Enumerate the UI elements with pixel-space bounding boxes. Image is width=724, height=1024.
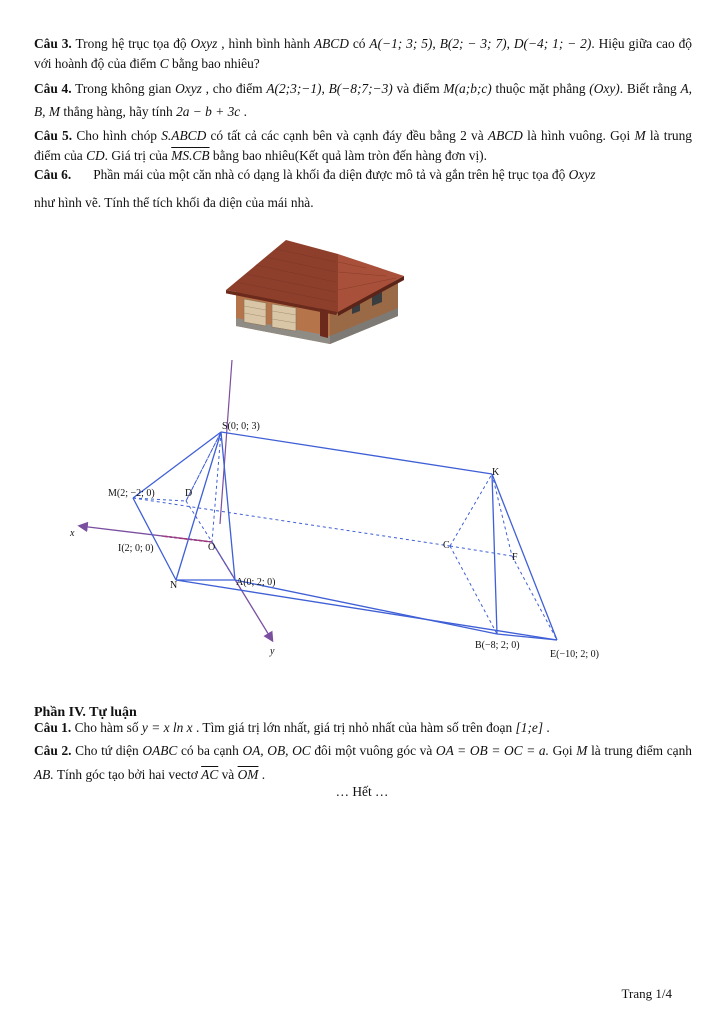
q6-text: Phần mái của một căn nhà có dạng là khối đa diện được mô tả và gắn trên hệ trục tọa độ (93, 167, 569, 182)
garage-door-1 (244, 299, 266, 326)
roof-coordinate-figure (62, 356, 622, 664)
essay-q2-vector-om: $\overline{OM}$ (237, 767, 259, 782)
question-5-label: Câu 5. (34, 128, 73, 143)
q3-text: Trong hệ trục tọa độ (71, 36, 191, 51)
essay-q2-text5: là trung điểm cạnh (587, 743, 692, 758)
q3-text3: có (348, 36, 370, 51)
question-3-label: Câu 3. (34, 36, 72, 51)
q4-sys: Oxyz (175, 81, 202, 96)
label-b: B(−8; 2; 0) (475, 640, 520, 651)
q4-point-a: A(2;3;−1) (266, 81, 322, 96)
q3-abcd: ABCD (313, 36, 349, 51)
q4-text6: thẳng hàng, hãy tính (60, 104, 177, 119)
essay-q2-vector-ac: $\overline{AC}$ (201, 767, 219, 782)
essay-q1-interval: [1;e] (515, 720, 544, 735)
q4-point-b: B(−8;7;−3) (328, 81, 393, 96)
q5-dot-product: MS.CB (171, 148, 210, 163)
label-k: K (492, 467, 500, 478)
label-c: C (443, 540, 450, 551)
question-3: Câu 3. Trong hệ trục tọa độ Oxyz , hình bình hành ABCD có A(−1; 3; 5), B(2; − 3; 7), D(−4; 1; − 2). Hiệu giữa cao độ với hoành độ của điểm C bằng bao nhiêu? (34, 36, 692, 71)
q3-text4: . Hiệu giữa cao độ với hoành độ của điểm (34, 36, 692, 71)
solid-edges (133, 432, 557, 640)
essay-q2-text8: . (258, 767, 266, 782)
label-o: O (208, 542, 216, 553)
q3-text5: bằng bao nhiêu? (168, 56, 260, 71)
q6-sys: Oxyz (568, 167, 596, 182)
essay-q2-label: Câu 2. (34, 743, 72, 758)
label-x-axis: x (70, 528, 75, 539)
q4-text2: , cho điểm (201, 81, 267, 96)
question-6-label: Câu 6. (34, 167, 72, 182)
label-f: F (512, 552, 518, 563)
essay-q2-text4: Gọi (548, 743, 577, 758)
label-a: A(0; 2; 0) (236, 577, 276, 588)
part-4-title: Phần IV. Tự luận (34, 705, 137, 720)
label-y-axis: y (270, 646, 275, 657)
q5-text3: là hình vuông. Gọi (522, 128, 635, 143)
q5-text6: bằng bao nhiêu(Kết quả làm tròn đến hàng đơn vị). (209, 148, 487, 163)
q3-point-c: C (159, 56, 169, 71)
q4-point-m: M(a;b;c) (443, 81, 492, 96)
q4-text3: và điểm (392, 81, 444, 96)
end-text: … Hết … (335, 784, 389, 799)
q4-text: Trong không gian (71, 81, 176, 96)
q4-text5: . Biết rằng (619, 81, 681, 96)
q5-abcd: ABCD (487, 128, 523, 143)
q5-text: Cho hình chóp (72, 128, 162, 143)
essay-q2-edges: OA, OB, OC (242, 743, 311, 758)
question-4-label: Câu 4. (34, 81, 72, 96)
page-number-text: Trang 1/4 (621, 986, 672, 1001)
q3-point-a: A(−1; 3; 5) (369, 36, 433, 51)
q5-cd: CD (86, 148, 105, 163)
essay-question-2 (34, 739, 692, 787)
q5-text5: . Giá trị của (104, 148, 172, 163)
label-e: E(−10; 2; 0) (550, 649, 599, 660)
label-d: D (185, 488, 193, 499)
q3-point-b: B(2; − 3; 7) (439, 36, 507, 51)
essay-q2-m: M (576, 743, 588, 758)
q4-plane: (Oxy) (589, 81, 620, 96)
label-i: I(2; 0; 0) (118, 543, 154, 554)
essay-q1-text3: . (543, 720, 550, 735)
q5-text2: có tất cả các cạnh bên và cạnh đáy đều bằng 2 và (206, 128, 488, 143)
essay-q2-text: Cho tứ diện (71, 743, 143, 758)
label-m: M(2; −2; 0) (108, 488, 155, 499)
page-number (622, 986, 672, 1002)
label-n: N (170, 580, 178, 591)
essay-question-1 (34, 718, 692, 738)
house-illustration (226, 232, 406, 350)
end-marker (0, 784, 724, 800)
q5-text4: là trung điểm của (34, 128, 692, 163)
question-6 (34, 165, 692, 185)
essay-q1-text2: . Tìm giá trị lớn nhất, giá trị nhỏ nhất của hàm số trên đoạn (192, 720, 516, 735)
q6-text2: như hình vẽ. Tính thể tích khối đa diện của mái nhà. (34, 195, 314, 210)
q3-text2: , hình bình hành (217, 36, 314, 51)
essay-q2-text3: đôi một vuông góc và (310, 743, 436, 758)
q4-expr: 2a − b + 3c (176, 104, 241, 119)
q3-sys: Oxyz (190, 36, 218, 51)
essay-q1-label: Câu 1. (34, 720, 72, 735)
question-4: Câu 4. Trong không gian Oxyz , cho điểm A(2;3;−1), B(−8;7;−3) và điểm M(a;b;c) thuộc mặt phẳng (Oxy). Biết rằng A, B, M thẳng hàng, hãy tính 2a − b + 3c . (34, 81, 692, 119)
essay-q1-function: y = x ln x (141, 720, 193, 735)
essay-q2-text6: Tính góc tạo bởi hai vectơ (53, 767, 202, 782)
essay-q1-text: Cho hàm số (71, 720, 142, 735)
q5-point-m: M (634, 128, 646, 143)
question-5 (34, 126, 692, 166)
q4-text4: thuộc mặt phẳng (491, 81, 590, 96)
label-s: S(0; 0; 3) (222, 421, 260, 432)
q4-text7: . (240, 104, 247, 119)
essay-q2-ab: AB. (34, 767, 54, 782)
q4-points: A, B, M (34, 81, 692, 119)
essay-q2-tetra: OABC (142, 743, 178, 758)
question-6-line2 (34, 193, 692, 213)
essay-q2-text7: và (218, 767, 238, 782)
q3-point-d: D(−4; 1; − 2) (513, 36, 592, 51)
garage-door-2 (272, 304, 296, 331)
essay-q2-text2: có ba cạnh (177, 743, 243, 758)
q5-pyramid: S.ABCD (161, 128, 207, 143)
essay-q2-eq: OA = OB = OC = a. (435, 743, 549, 758)
